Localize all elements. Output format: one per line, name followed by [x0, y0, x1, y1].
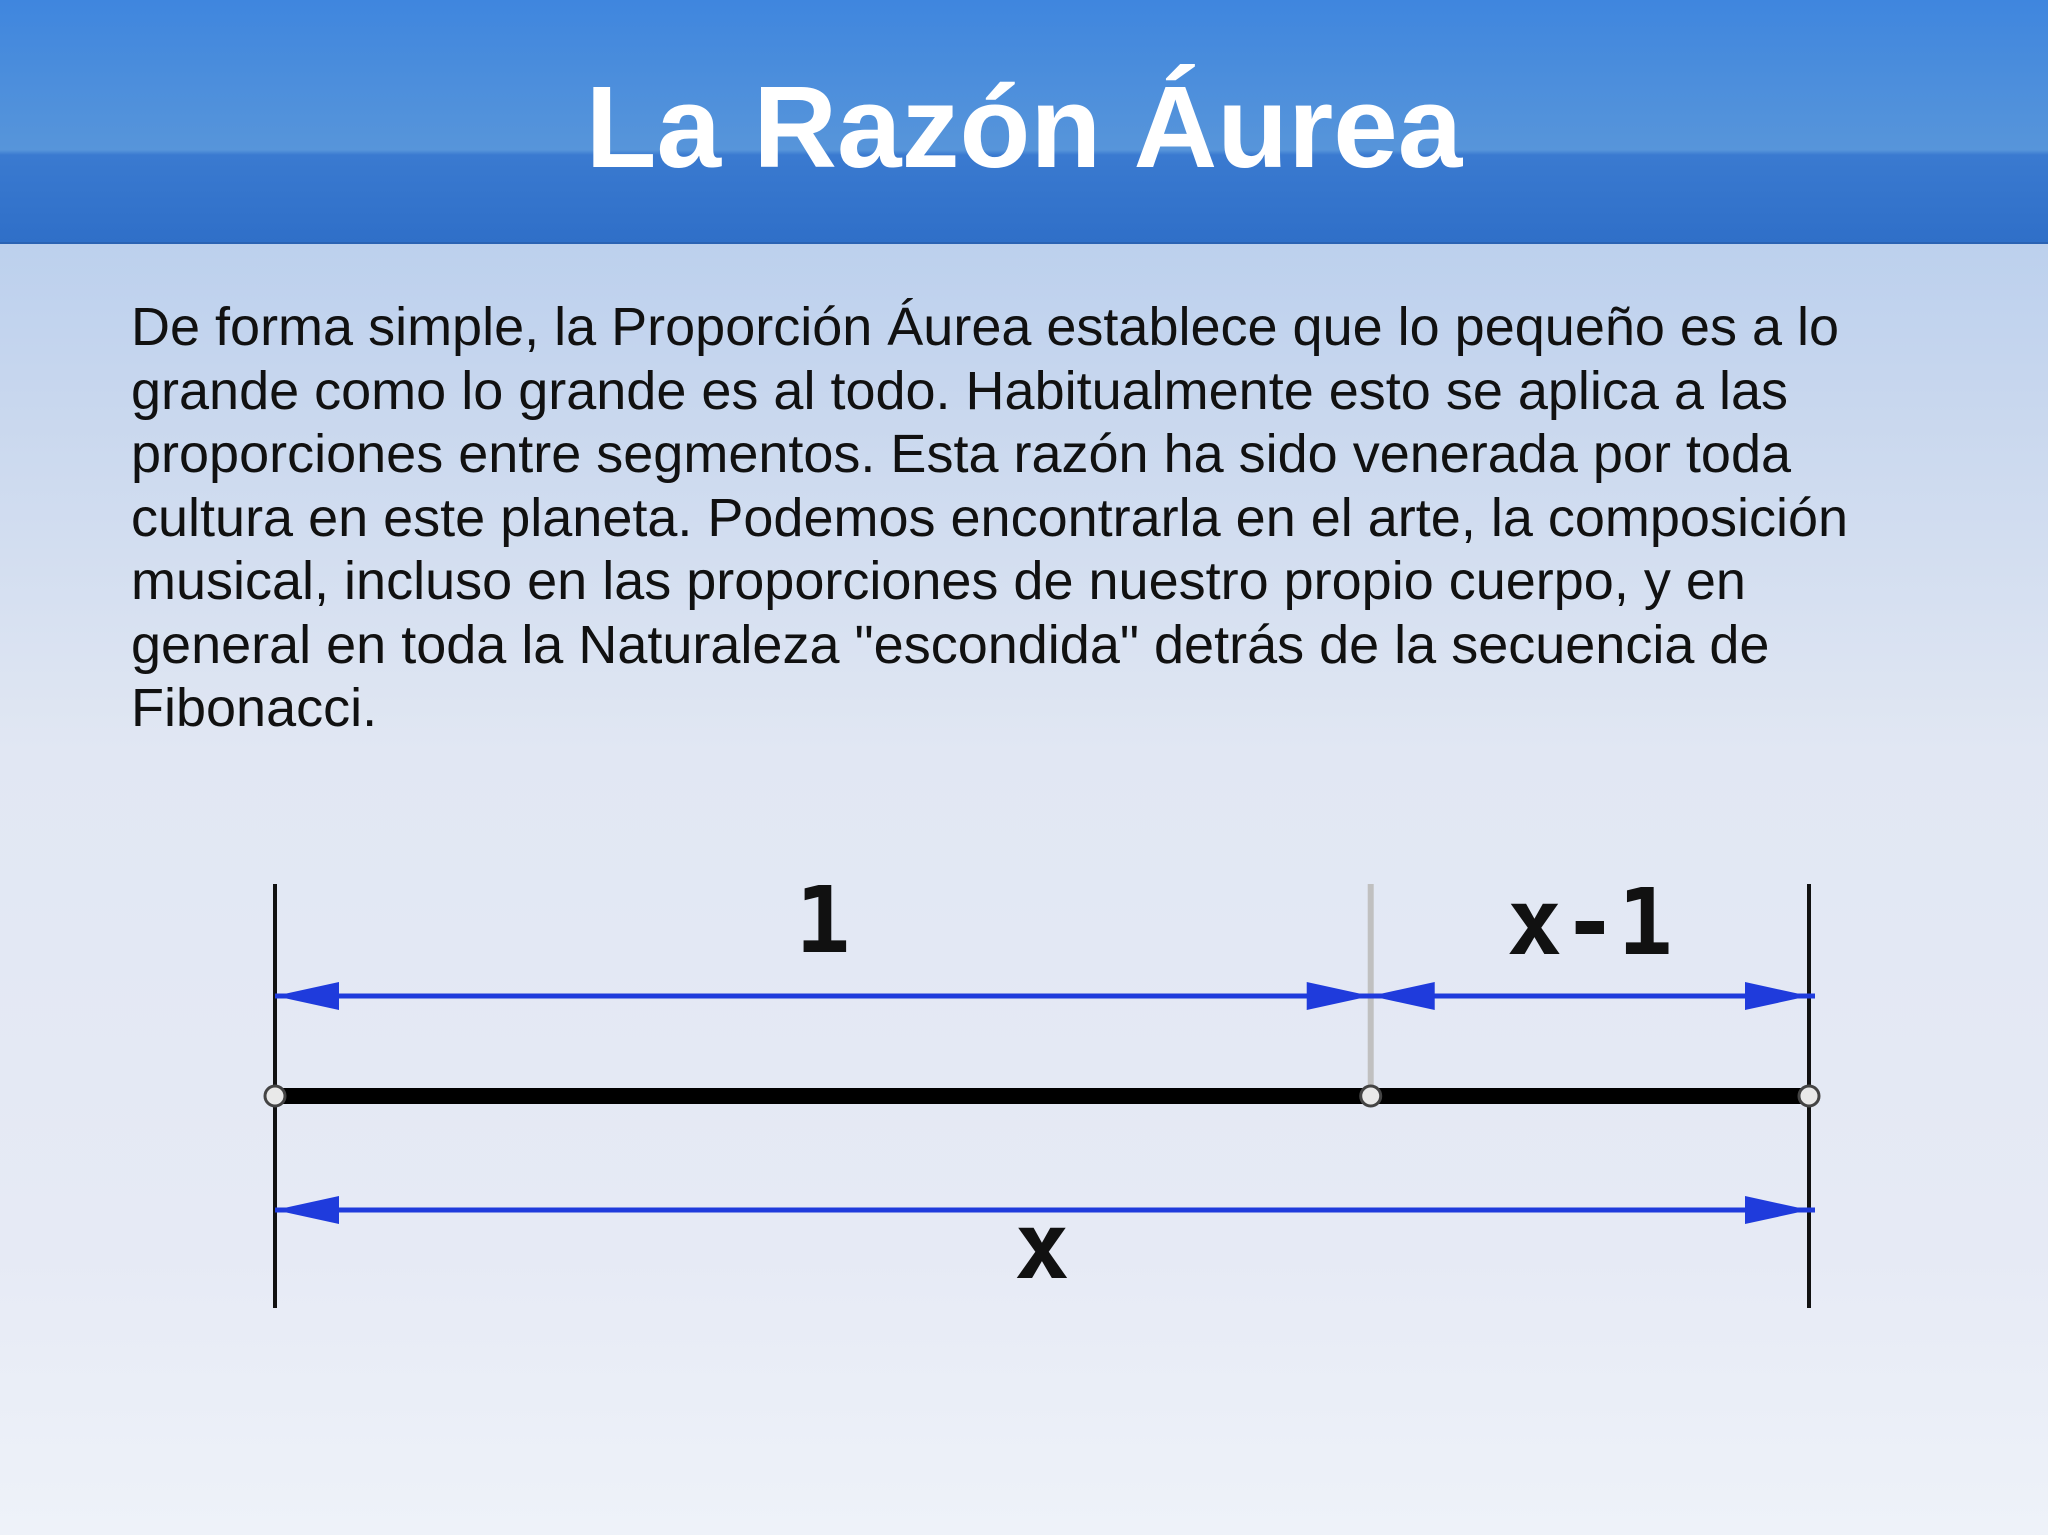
golden-ratio-diagram — [220, 860, 1860, 1320]
large-part-dimension — [275, 982, 1377, 1010]
arrowhead-left-icon — [1371, 982, 1435, 1010]
golden-ratio-svg — [220, 860, 1860, 1320]
arrowhead-left-icon — [275, 1196, 339, 1224]
small-part-label: x-1 — [1506, 869, 1673, 976]
slide-title: La Razón Áurea — [585, 62, 1463, 192]
division-point-marker — [1361, 1086, 1381, 1106]
slide-body-text: De forma simple, la Proporción Áurea establece que lo pequeño es a lo grande como lo grande es al todo. Habitualmente esto se aplica a las proporciones entre segmentos. Esta razón ha sido venerada por toda cultura en este planeta. Podemos encontrarla en el arte, la composición musical, incluso en las proporciones de nuestro propio cuerpo, y en general en toda la Naturaleza "escondida" detrás de la secuencia de Fibonacci. — [131, 297, 1849, 738]
title-bar — [0, 0, 2048, 244]
arrowhead-right-icon — [1307, 982, 1371, 1010]
left-endpoint-marker — [265, 1086, 285, 1106]
small-part-dimension — [1371, 982, 1815, 1010]
whole-label: x — [1014, 1193, 1070, 1300]
right-endpoint-marker — [1799, 1086, 1819, 1106]
arrowhead-right-icon — [1745, 1196, 1809, 1224]
arrowhead-right-icon — [1745, 982, 1809, 1010]
arrowhead-left-icon — [275, 982, 339, 1010]
large-part-label: 1 — [795, 867, 851, 974]
